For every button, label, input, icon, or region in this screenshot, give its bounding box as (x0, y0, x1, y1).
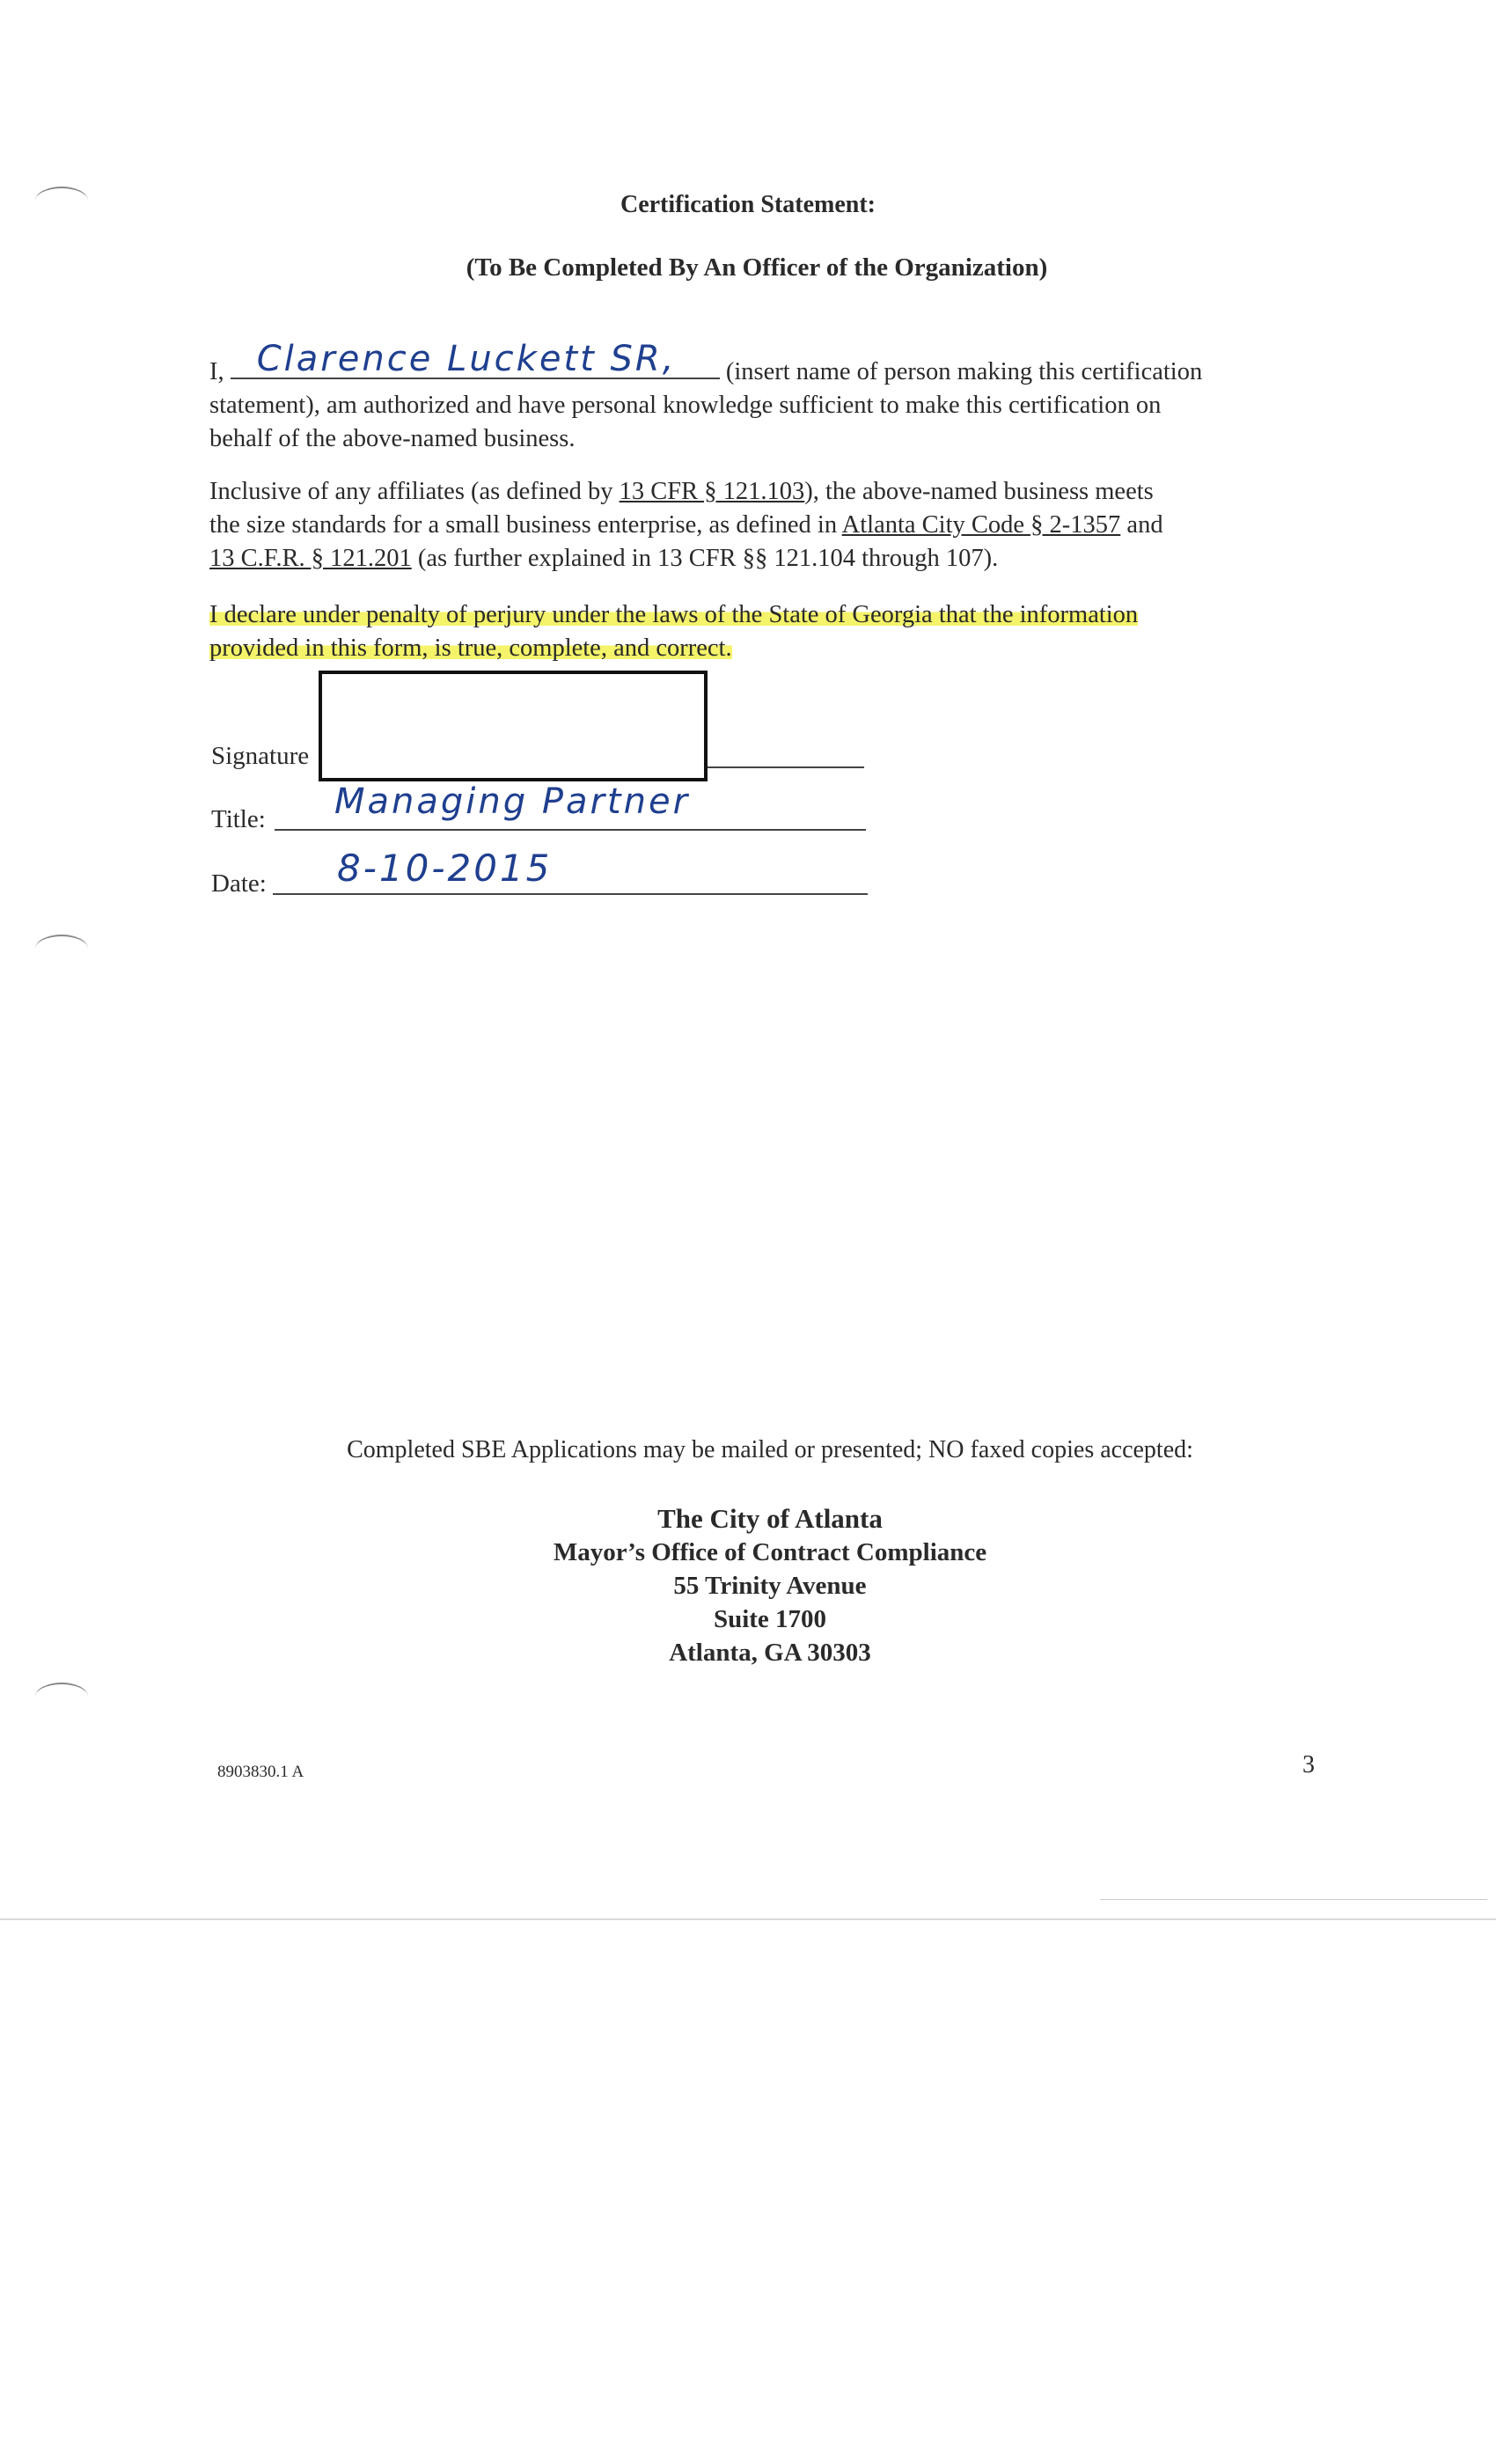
certify-line-1 (209, 339, 1292, 389)
declaration-line-1: I declare under penalty of perjury under the laws of the State of Georgia that the information (209, 601, 1139, 628)
size-text-2: ), the above-named business meets (804, 478, 1154, 505)
size-text-1: Inclusive of any affiliates (as defined by (209, 478, 613, 505)
cfr-121-103-link[interactable]: 13 CFR § 121.103 (619, 478, 805, 505)
redacted-signature-box[interactable] (319, 671, 708, 781)
name-handwritten: Clarence Luckett SR, (256, 339, 677, 379)
date-line[interactable] (273, 893, 868, 895)
address-line-1: The City of Atlanta (657, 1503, 883, 1534)
atlanta-city-code-link[interactable]: Atlanta City Code § 2-1357 (841, 511, 1121, 539)
size-text-3: the size standards for a small business enterprise, as defined in (209, 511, 838, 539)
date-label: Date: (211, 869, 267, 898)
address-line-2: Mayor’s Office of Contract Compliance (553, 1538, 987, 1566)
title-value-handwritten: Managing Partner (334, 781, 691, 822)
title-line[interactable] (275, 829, 866, 831)
title-label: Title: (211, 805, 266, 833)
date-value-handwritten: 8-10-2015 (337, 847, 553, 890)
certification-paragraph (209, 339, 1292, 456)
page-number: 3 (1302, 1751, 1315, 1778)
page-subtitle: (To Be Completed By An Officer of the Organization) (466, 253, 1048, 282)
page-bottom-edge (0, 1918, 1496, 1920)
document-number: 8903830.1 A (217, 1763, 304, 1781)
scan-artifact (35, 1683, 88, 1711)
address-line-4: Suite 1700 (713, 1605, 827, 1633)
certify-line-1-suffix: (insert name of person making this certification (725, 358, 1203, 385)
page-title: Certification Statement: (620, 191, 876, 218)
signature-label: Signature (211, 742, 310, 770)
mailing-note: Completed SBE Applications may be mailed or presented; NO faxed copies accepted: (347, 1436, 1193, 1463)
size-text-5: (as further explained in 13 CFR §§ 121.104 through 107). (417, 545, 999, 572)
certify-line-2: statement), am authorized and have personal knowledge sufficient to make this certification on (209, 392, 1162, 419)
scan-edge-line (1100, 1899, 1487, 1900)
certify-prefix: I, (209, 358, 224, 385)
scan-artifact (35, 935, 88, 963)
cfr-121-201-link[interactable]: 13 C.F.R. § 121.201 (209, 545, 412, 572)
address-line-5: Atlanta, GA 30303 (669, 1639, 871, 1667)
certify-line-3: behalf of the above-named business. (209, 425, 576, 452)
declaration-line-2: provided in this form, is true, complete, and correct. (209, 634, 732, 662)
name-field[interactable] (231, 339, 720, 379)
size-text-4: and (1126, 511, 1163, 539)
declaration-paragraph (209, 598, 1292, 665)
size-standards-paragraph (209, 475, 1292, 576)
address-line-3: 55 Trinity Avenue (673, 1572, 867, 1600)
